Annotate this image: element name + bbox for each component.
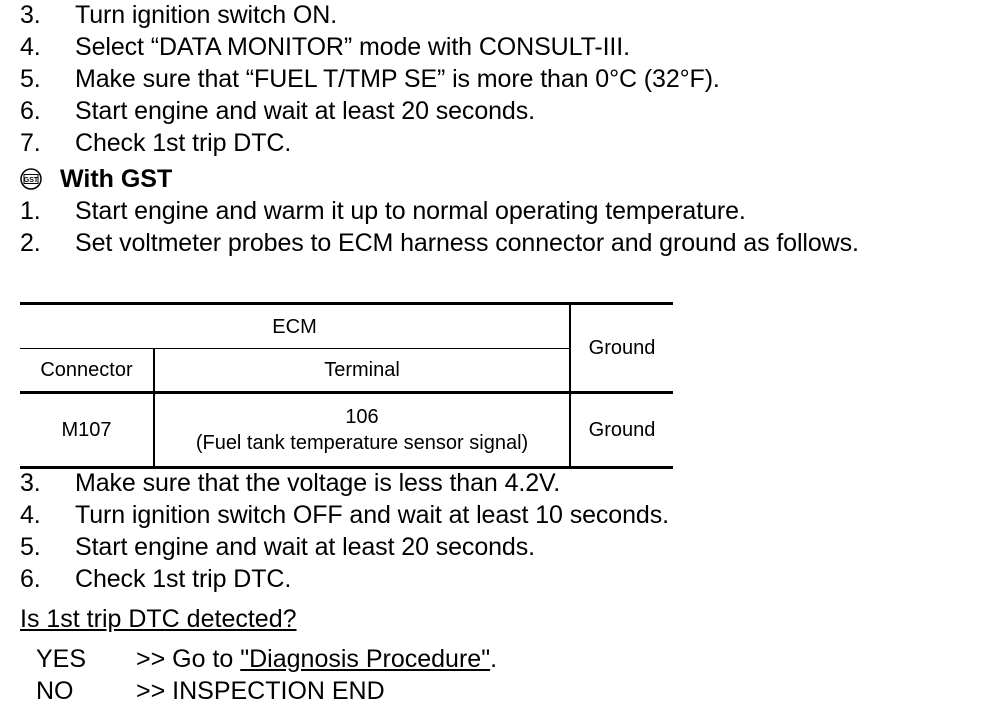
gst-icon-label: GST bbox=[23, 177, 39, 184]
answer-action-yes bbox=[136, 644, 497, 674]
step-number: 4. bbox=[20, 501, 41, 529]
diagnosis-procedure-link[interactable]: "Diagnosis Procedure" bbox=[240, 645, 491, 673]
step-text: Start engine and wait at least 20 seconds. bbox=[75, 533, 535, 561]
table-header-connector: Connector bbox=[20, 349, 154, 393]
table-cell-ground: Ground bbox=[570, 393, 673, 468]
answer-key-no: NO bbox=[36, 677, 74, 705]
dtc-question: Is 1st trip DTC detected? bbox=[20, 605, 297, 633]
table-cell-connector: M107 bbox=[20, 393, 154, 468]
step-number: 6. bbox=[20, 97, 41, 125]
step-text: Check 1st trip DTC. bbox=[75, 565, 292, 593]
step-number: 7. bbox=[20, 129, 41, 157]
section-title: With GST bbox=[60, 165, 173, 193]
table-cell-terminal bbox=[154, 393, 570, 468]
answer-suffix: . bbox=[490, 645, 498, 673]
step-text: Start engine and wait at least 20 seconds. bbox=[75, 97, 535, 125]
step-number: 5. bbox=[20, 65, 41, 93]
step-number: 6. bbox=[20, 565, 41, 593]
table-header-ecm: ECM bbox=[20, 304, 570, 349]
step-number: 1. bbox=[20, 197, 41, 225]
step-number: 4. bbox=[20, 33, 41, 61]
step-text: Set voltmeter probes to ECM harness connector and ground as follows. bbox=[75, 229, 859, 257]
step-number: 2. bbox=[20, 229, 41, 257]
answer-prefix: >> Go to bbox=[136, 645, 241, 673]
terminal-description: (Fuel tank temperature sensor signal) bbox=[195, 432, 529, 454]
step-number: 3. bbox=[20, 1, 41, 29]
step-text: Check 1st trip DTC. bbox=[75, 129, 292, 157]
step-text: Make sure that the voltage is less than 4.2V. bbox=[75, 469, 561, 497]
step-text: Make sure that “FUEL T/TMP SE” is more than 0°C (32°F). bbox=[75, 65, 720, 93]
answer-key-yes: YES bbox=[36, 645, 87, 673]
step-number: 3. bbox=[20, 469, 41, 497]
terminal-number: 106 bbox=[345, 406, 379, 428]
step-text: Turn ignition switch ON. bbox=[75, 1, 338, 29]
table-header-ground: Ground bbox=[570, 304, 673, 393]
answer-action-no: >> INSPECTION END bbox=[136, 677, 385, 705]
step-text: Turn ignition switch OFF and wait at least 10 seconds. bbox=[75, 501, 669, 529]
gst-icon bbox=[20, 168, 42, 190]
step-text: Start engine and warm it up to normal operating temperature. bbox=[75, 197, 746, 225]
ecm-connection-table bbox=[20, 302, 673, 469]
step-text: Select “DATA MONITOR” mode with CONSULT-III. bbox=[75, 33, 630, 61]
step-number: 5. bbox=[20, 533, 41, 561]
table-header-terminal: Terminal bbox=[154, 349, 570, 393]
